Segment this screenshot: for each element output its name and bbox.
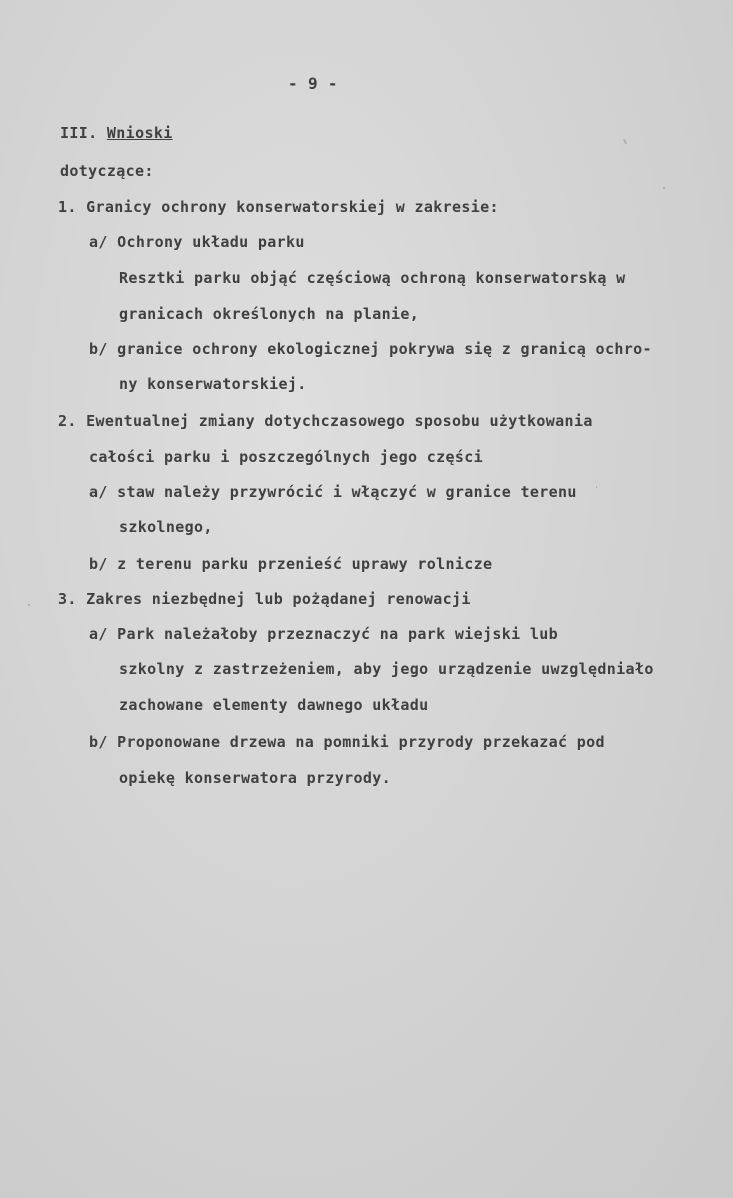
point-3a-text-line: a/ Park należałoby przeznaczyć na park wiejski lub	[89, 625, 559, 643]
paper-speck	[663, 187, 665, 189]
point-3a-text-line: szkolny z zastrzeżeniem, aby jego urządzenie uwzględniało	[119, 660, 654, 678]
point-3a-text-line: zachowane elementy dawnego układu	[119, 696, 429, 714]
section-intro: dotyczące:	[60, 162, 154, 180]
paper-speck	[302, 318, 304, 321]
point-1a-text-line: Resztki parku objąć częściową ochroną konserwatorską w	[119, 269, 626, 287]
point-1b-text-line: ny konserwatorskiej.	[119, 375, 307, 393]
point-1-heading: 1. Granicy ochrony konserwatorskiej w zakresie:	[58, 198, 499, 216]
point-3b-text-line: opiekę konserwatora przyrody.	[119, 769, 392, 787]
point-3b-text-line: b/ Proponowane drzewa na pomniki przyrody przekazać pod	[89, 733, 605, 751]
point-2b-text-line: b/ z terenu parku przenieść uprawy rolnicze	[89, 555, 493, 573]
point-2a-text-line: szkolnego,	[119, 518, 213, 536]
point-2-heading-line: całości parku i poszczególnych jego części	[89, 448, 483, 466]
paper-speck	[596, 486, 597, 488]
point-2-heading: 2. Ewentualnej zmiany dotychczasowego sposobu użytkowania	[58, 412, 593, 430]
point-2a-text-line: a/ staw należy przywrócić i włączyć w granice terenu	[89, 483, 577, 501]
point-1a-heading: a/ Ochrony układu parku	[89, 233, 305, 251]
paper-speck	[28, 604, 30, 606]
section-numeral: III.	[60, 124, 98, 142]
section-title: Wnioski	[106, 124, 173, 142]
page-number: - 9 -	[288, 74, 338, 93]
section-heading	[60, 124, 173, 142]
point-1b-text-line: b/ granice ochrony ekologicznej pokrywa się z granicą ochro-	[89, 340, 652, 358]
point-1a-text-line: granicach określonych na planie,	[119, 305, 420, 323]
point-3-heading: 3. Zakres niezbędnej lub pożądanej renowacji	[58, 590, 471, 608]
paper-speck	[623, 139, 627, 144]
